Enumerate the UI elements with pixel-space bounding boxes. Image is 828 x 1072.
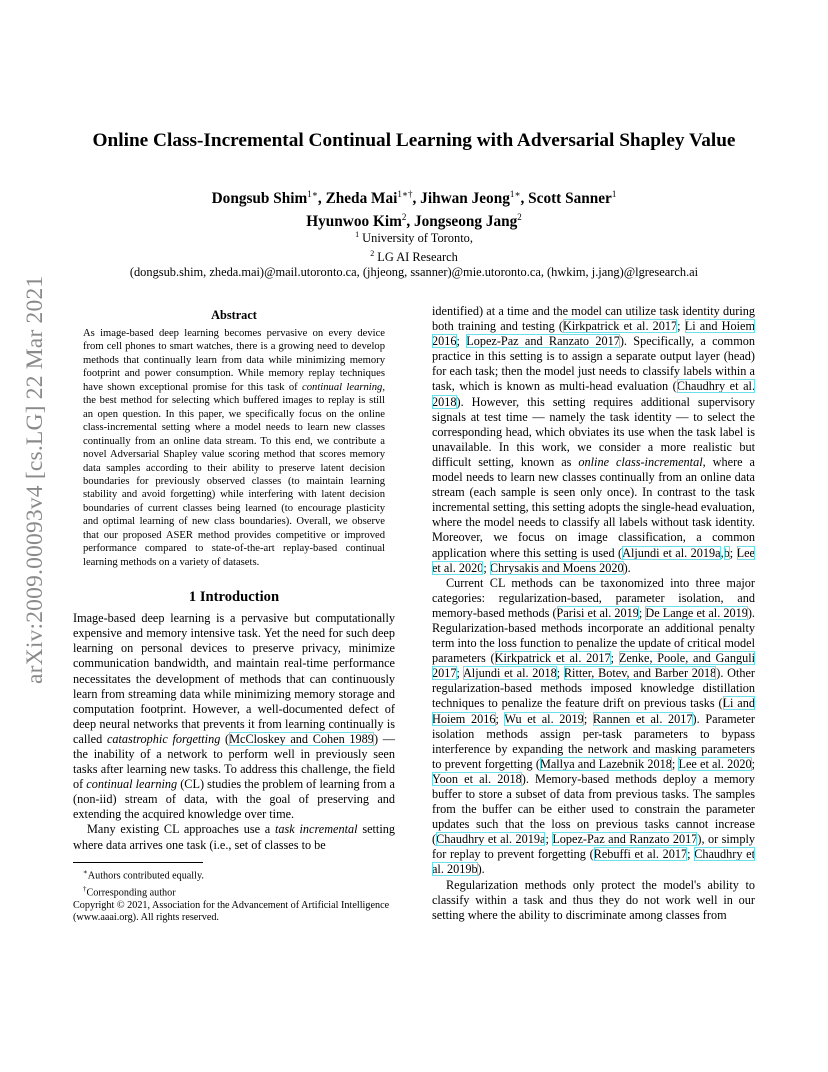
body-paragraph-task-incremental: identified) at a time and the model can utilize task identity during both training and testing (Kirkpatrick et al. 2017; Li and Hoiem 2016; Lopez-Paz and Ranzato 2017). Specifically, a common practice in this setting is to assign a separate output layer (head) for each task; then the model just needs to classify labels within a task, which is known as multi-head evaluation (Chaudhry et al. 2018). However, this setting requires additional supervisory signals at test time — namely the task identity — to select the corresponding head, which obviates its use when the task label is unavailable. In this work, we consider a more realistic but difficult setting, known as online class-incremental, where a model needs to learn new classes continually from an online data stream (each sample is seen only once). In contrast to the task incremental setting, this setting adopts the single-head evaluation, where the model needs to classify all labels without task identity. Moreover, we focus on image classification, a common application where this setting is used (Aljundi et al. 2019a,b; Lee et al. 2020; Chrysakis and Moens 2020). xyxy=(432,304,756,575)
author-affil-mark: 1 xyxy=(611,189,617,199)
affiliation-1: University of Toronto, xyxy=(362,231,473,246)
left-column xyxy=(73,308,395,925)
right-column xyxy=(432,304,755,923)
citation-link[interactable]: Lopez-Paz and Ranzato 2017 xyxy=(552,832,698,847)
footnote-corresponding-author: †Corresponding author xyxy=(83,884,176,899)
citation-link[interactable]: Lopez-Paz and Ranzato 2017 xyxy=(466,334,620,349)
author-name: Hyunwoo Kim xyxy=(306,213,402,231)
author-affil-mark: 2 xyxy=(401,212,407,223)
citation-link[interactable]: Chrysakis and Moens 2020 xyxy=(489,560,624,575)
citation-link[interactable]: Chaudhry et al. 2019b xyxy=(432,847,756,877)
citation-link[interactable]: Kirkpatrick et al. 2017 xyxy=(494,651,611,666)
author-name: Zheda Mai xyxy=(325,190,398,208)
citation-link[interactable]: Parisi et al. 2019 xyxy=(556,605,639,620)
author-name: Jihwan Jeong xyxy=(420,190,510,208)
author-emails: (dongsub.shim, zheda.mai)@mail.utoronto.ca, (jhjeong, ssanner)@mie.utoronto.ca, (hwkim, j.jang)@lgresearch.ai xyxy=(129,265,699,280)
author-affil-mark: 1∗ xyxy=(307,189,318,199)
citation-link[interactable]: Rebuffi et al. 2017 xyxy=(593,847,688,862)
author-affil-mark: 1∗ xyxy=(509,189,521,199)
copyright-notice: Copyright © 2021, Association for the Advancement of Artificial Intelligence (www.aaai.org). All rights reserved. xyxy=(73,899,390,924)
citation-link[interactable]: Chaudhry et al. 2019a xyxy=(436,832,546,847)
author-name: Scott Sanner xyxy=(528,190,612,208)
abstract-text: As image-based deep learning becomes pervasive on every device from cell phones to smart watches, there is a growing need to develop methods that continually learn from data while minimizing memory footprint and power consumption. While memory replay techniques have shown exceptional promise for this task of continual learning, the best method for selecting which buffered images to replay is still an open question. In this paper, we specifically focus on the online class-incremental setting where a model needs to learn new classes continually from an online data stream. To this end, we contribute a novel Adversarial Shapley value scoring method that scores memory data samples according to their ability to preserve latent decision boundaries for previously observed classes (to maintain learning stability and avoid forgetting) while interfering with latent decision boundaries of current classes being learned (to encourage plasticity and optimal learning of new class boundaries). Overall, we observe that our proposed ASER method provides competitive or improved performance compared to state-of-the-art replay-based continual learning methods on a variety of datasets. xyxy=(83,328,385,568)
author-name: Dongsub Shim xyxy=(211,190,308,208)
footnote-equal-contribution: ∗Authors contributed equally. xyxy=(83,867,204,882)
body-paragraph-cl-methods: Current CL methods can be taxonomized into three major categories: regularization-based, parameter isolation, and memory-based methods (Parisi et al. 2019; De Lange et al. 2019). Regularization-based methods incorporate an additional penalty term into the loss function to penalize the update of critical model parameters (Kirkpatrick et al. 2017; Zenke, Poole, and Ganguli 2017; Aljundi et al. 2018; Ritter, Botev, and Barber 2018). Other regularization-based methods imposed knowledge distillation techniques to penalize the feature drift on previous tasks (Li and Hoiem 2016; Wu et al. 2019; Rannen et al. 2017). Parameter isolation methods assign per-task parameters to bypass interference by expanding the network and masking parameters to prevent forgetting (Mallya and Lazebnik 2018; Lee et al. 2020; Yoon et al. 2018). Memory-based methods deploy a memory buffer to store a subset of data from previous tasks. The samples from the buffer can be either used to constrain the parameter updates such that the loss on previous tasks cannot increase (Chaudhry et al. 2019a; Lopez-Paz and Ranzato 2017), or simply for replay to prevent forgetting (Rebuffi et al. 2017; Chaudhry et al. 2019b). xyxy=(432,575,756,877)
citation-link[interactable]: Lee et al. 2020 xyxy=(432,545,755,575)
affil-mark: 1 xyxy=(355,230,360,239)
affil-mark: 2 xyxy=(370,249,375,259)
author-affil-mark: 2 xyxy=(517,212,522,223)
citation-link[interactable]: Kirkpatrick et al. 2017 xyxy=(562,319,678,334)
author-name: Jongseong Jang xyxy=(414,213,518,231)
arxiv-stamp xyxy=(16,275,52,684)
intro-paragraph-1: Image-based deep learning is a pervasive but computationally expensive and memory intensive task. Yet the need for such deep learning on personal devices to preserve privacy, minimize communication bandwidth, and maintain real-time performance necessitates the development of methods that can continuously learn from streaming data while minimizing memory storage and computation footprint. However, a well-documented defect of deep neural networks that prevents it from learning continually is called catastrophic forgetting (McCloskey and Cohen 1989) — the inability of a network to perform well in previously seen tasks after learning new tasks. To address this challenge, the field of continual learning (CL) studies the problem of learning from a (non-iid) stream of data, with the goal of preserving and extending the acquired knowledge over time. xyxy=(73,611,395,822)
abstract-heading: Abstract xyxy=(211,308,257,322)
citation-link[interactable]: De Lange et al. 2019 xyxy=(645,605,748,620)
footnote-rule xyxy=(73,862,203,863)
citation-link[interactable]: Chaudhry et al. 2018 xyxy=(432,379,756,409)
citation-link[interactable]: Wu et al. 2019 xyxy=(504,711,584,726)
paper-title: Online Class-Incremental Continual Learning with Adversarial Shapley Value xyxy=(92,130,736,151)
citation-link[interactable]: Aljundi et al. 2018 xyxy=(462,666,557,681)
citation-link[interactable]: Li and Hoiem 2016 xyxy=(432,696,755,726)
affiliation-2: LG AI Research xyxy=(377,250,458,265)
section-heading-introduction: 1 Introduction xyxy=(188,589,280,606)
citation-link[interactable]: Mallya and Lazebnik 2018 xyxy=(539,756,672,771)
citation-link[interactable]: b xyxy=(723,545,730,560)
affiliations xyxy=(0,227,828,280)
citation-link[interactable]: Yoon et al. 2018 xyxy=(432,771,522,786)
citation-link[interactable]: Li and Hoiem 2016 xyxy=(432,319,755,349)
arxiv-identifier: arXiv:2009.00093v4 [cs.LG] 22 Mar 2021 xyxy=(22,275,48,684)
author-list: Dongsub Shim$^{1∗}$, Zheda Mai$^{1∗\dagger}$, Jihwan Jeong$^{1∗}$, Scott Sanner$^1$ Hyunwoo Kim$^2$, Jongseong Jang$^2$ xyxy=(211,189,617,231)
citation-link[interactable]: Zenke, Poole, and Ganguli 2017 xyxy=(432,651,755,681)
body-paragraph-regularization: Regularization methods only protect the model's ability to classify within a task and thus they do not work well in our setting where the ability to discriminate among classes from xyxy=(432,877,755,922)
citation-link[interactable]: Aljundi et al. 2019a xyxy=(622,545,721,560)
citation-link[interactable]: McCloskey and Cohen 1989 xyxy=(229,731,374,746)
author-affil-mark: 1∗† xyxy=(397,189,413,199)
citation-link[interactable]: Ritter, Botev, and Barber 2018 xyxy=(563,666,717,681)
citation-link[interactable]: Lee et al. 2020 xyxy=(678,756,752,771)
intro-paragraph-2: Many existing CL approaches use a task incremental setting where data arrives one task (i.e., set of classes to be xyxy=(73,822,395,852)
citation-link[interactable]: Rannen et al. 2017 xyxy=(592,711,693,726)
